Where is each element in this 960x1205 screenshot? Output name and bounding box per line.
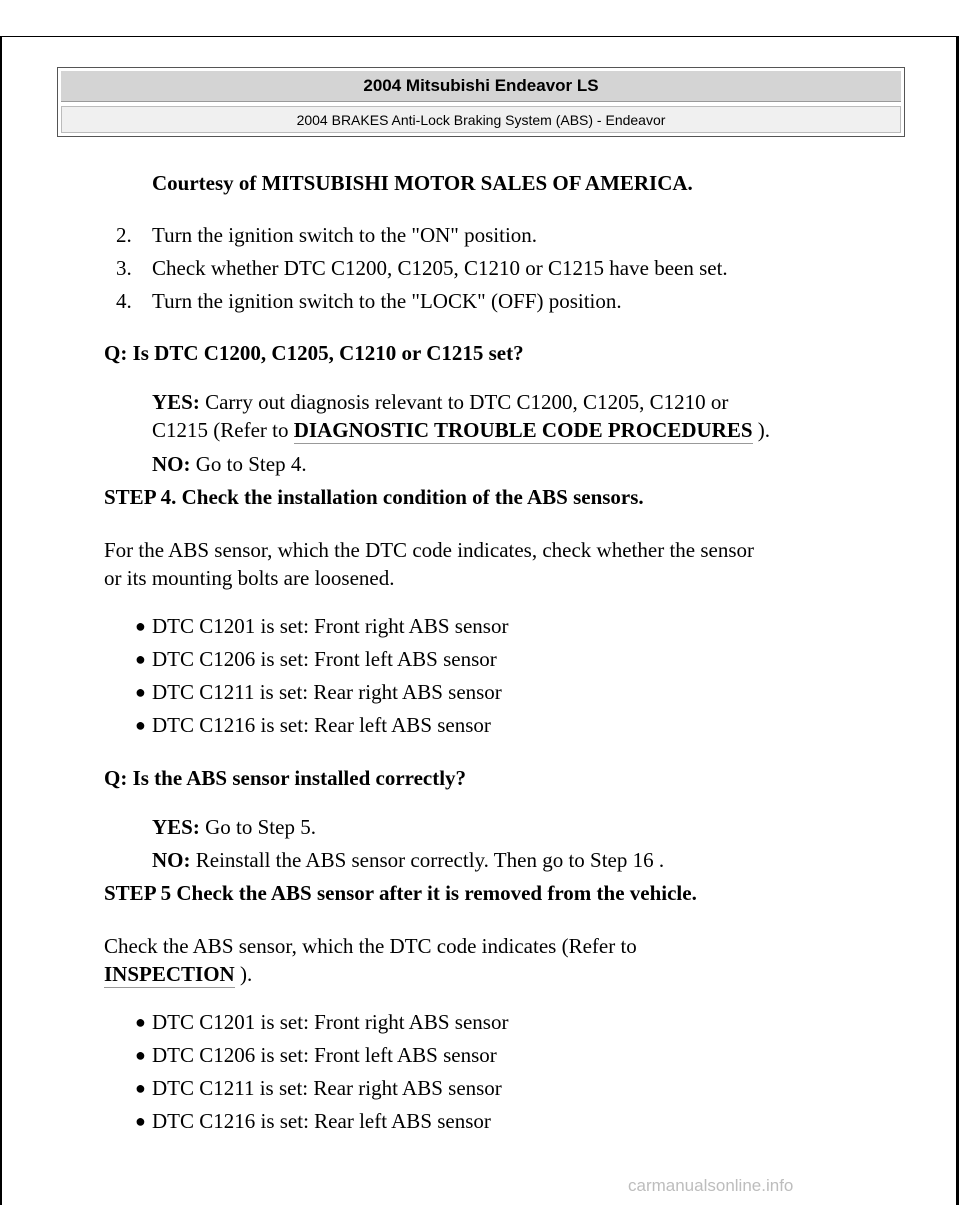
q1-yes-text: Carry out diagnosis relevant to DTC C1200, C1205, C1210 or (205, 390, 729, 414)
question-1: Q: Is DTC C1200, C1205, C1210 or C1215 set? (104, 341, 524, 365)
step5-bullet: DTC C1201 is set: Front right ABS sensor (152, 1010, 509, 1034)
header-title: 2004 Mitsubishi Endeavor LS (61, 71, 901, 102)
step-text: Turn the ignition switch to the "ON" position. (152, 223, 538, 247)
yes-label: YES: (152, 815, 200, 839)
step-text: Check whether DTC C1200, C1205, C1210 or C1215 have been set. (152, 256, 728, 280)
step5-paragraph-line2 (104, 961, 252, 987)
q1-yes-refer: C1215 (Refer to (152, 418, 289, 442)
step4-bullet: DTC C1216 is set: Rear left ABS sensor (152, 713, 491, 737)
step4-paragraph-line2: or its mounting bolts are loosened. (104, 566, 395, 590)
q2-no-text: Reinstall the ABS sensor correctly. Then go to Step 16 . (195, 848, 665, 872)
q1-yes-line1 (152, 389, 728, 415)
q1-yes-line2 (152, 417, 770, 443)
step4-bullet: DTC C1211 is set: Rear right ABS sensor (152, 680, 502, 704)
step5-heading: STEP 5 Check the ABS sensor after it is removed from the vehicle. (104, 881, 697, 905)
bullet-icon: ● (135, 1012, 146, 1032)
step5-bullet: DTC C1216 is set: Rear left ABS sensor (152, 1109, 491, 1133)
bullet-icon: ● (135, 1045, 146, 1065)
bullet-icon: ● (135, 1078, 146, 1098)
question-2: Q: Is the ABS sensor installed correctly? (104, 766, 467, 790)
step-text: Turn the ignition switch to the "LOCK" (OFF) position. (152, 289, 622, 313)
step-number: 2. (116, 223, 132, 247)
step4-paragraph-line1: For the ABS sensor, which the DTC code indicates, check whether the sensor (104, 538, 755, 562)
header-subtitle: 2004 BRAKES Anti-Lock Braking System (ABS) - Endeavor (61, 106, 901, 133)
yes-label: YES: (152, 390, 200, 414)
step4-bullet: DTC C1201 is set: Front right ABS sensor (152, 614, 509, 638)
step4-heading: STEP 4. Check the installation condition of the ABS sensors. (104, 485, 644, 509)
courtesy-caption: Courtesy of MITSUBISHI MOTOR SALES OF AMERICA. (152, 171, 693, 195)
q2-no-line (152, 847, 664, 873)
bullet-icon: ● (135, 715, 146, 735)
q2-yes-text: Go to Step 5. (205, 815, 316, 839)
q1-no-line (152, 451, 307, 477)
no-label: NO: (152, 452, 191, 476)
step-number: 3. (116, 256, 132, 280)
step5-bullet: DTC C1206 is set: Front left ABS sensor (152, 1043, 497, 1067)
inspection-link[interactable]: INSPECTION (104, 962, 235, 986)
bullet-icon: ● (135, 649, 146, 669)
q1-no-text: Go to Step 4. (195, 452, 307, 476)
no-label: NO: (152, 848, 191, 872)
step-number: 4. (116, 289, 132, 313)
bullet-icon: ● (135, 682, 146, 702)
page-frame-left (0, 36, 2, 1205)
q2-yes-line (152, 814, 316, 840)
bullet-icon: ● (135, 616, 146, 636)
step5-paragraph-line1: Check the ABS sensor, which the DTC code indicates (Refer to (104, 934, 637, 958)
watermark: carmanualsonline.info (628, 1176, 794, 1195)
step4-bullet: DTC C1206 is set: Front left ABS sensor (152, 647, 497, 671)
document-header (57, 67, 905, 137)
step5-paragraph-close: ). (239, 962, 253, 986)
dtc-procedures-link[interactable]: DIAGNOSTIC TROUBLE CODE PROCEDURES (293, 418, 753, 442)
page-frame-right (956, 36, 959, 1205)
q1-yes-close: ). (757, 418, 771, 442)
bullet-icon: ● (135, 1111, 146, 1131)
page-frame-top (0, 36, 958, 37)
step5-bullet: DTC C1211 is set: Rear right ABS sensor (152, 1076, 502, 1100)
